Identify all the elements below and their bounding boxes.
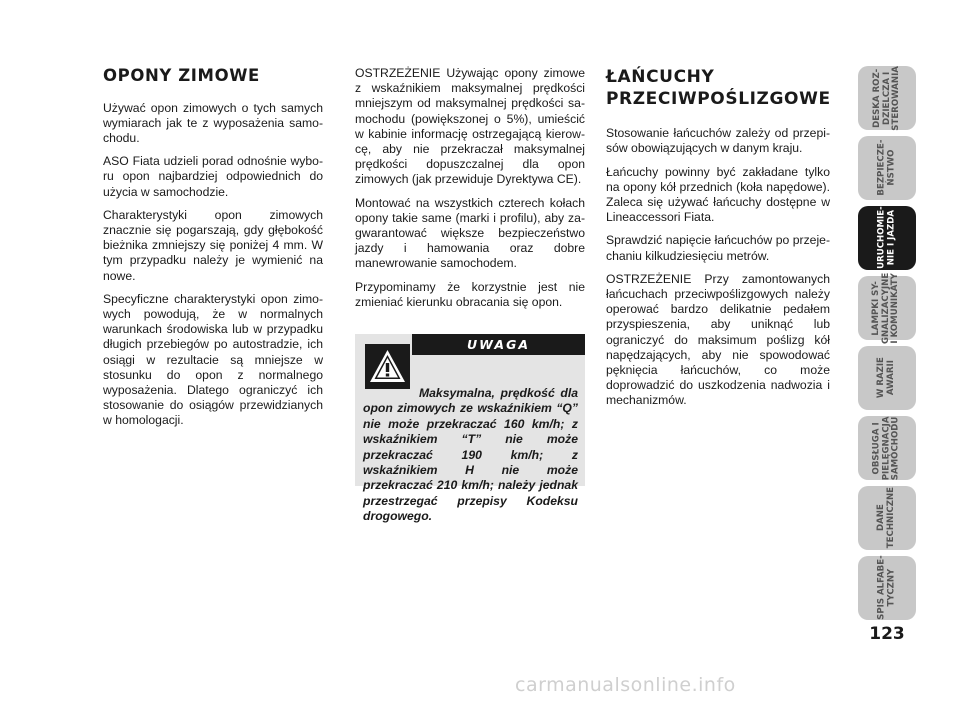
tab-emergency[interactable]: W RAZIE AWARII	[858, 346, 916, 410]
page-number: 123	[869, 624, 905, 644]
warning-text: Maksymalna, prędkość dla opon zimowych ze wskaźnikiem “Q” nie może przekraczać 160 km/h; z wskaźnikiem “T” nie może przekraczać 190 km/h; z wskaźnikiem H nie może przekraczać 210 km/h; należy jednak przestrzegać przepisy Kodeksu drogowego.	[363, 386, 578, 524]
paragraph: OSTRZEŻENIE Przy zamontowanych łańcuchach przeciwpoślizgowych należy operować bardzo delikatnie pedałem przyspieszenia, aby uniknąć lub ograniczyć do maksimum poślizg kół napędzających, aby nie spowodować pęknięcia łańcuchów, co może doprowadzić do uszkodzenia nadwozia i mechanizmów.	[606, 271, 830, 408]
paragraph-warning-speed-index: OSTRZEŻENIE Używając opony zimowe z wskaźnikiem maksymalnej prędkości mniejszym od maksymalnej prędkości samochodu (powiększonej o 5%), umieścić w kabinie informację ostrzegającą kierowcę, aby nie przekraczał maksymalnej prędkości dopuszczalnej dla opon zimowych (jak przewiduje Dyrektywa CE).	[355, 66, 585, 187]
paragraph: Używać opon zimowych o tych samych wymiarach jak te z wyposażenia samochodu.	[103, 100, 323, 146]
paragraph: Sprawdzić napięcie łańcuchów po przejechaniu kilkudziesięciu metrów.	[606, 233, 830, 263]
paragraph: Stosowanie łańcuchów zależy od przepisów obowiązujących w danym kraju.	[606, 126, 830, 156]
paragraph: Charakterystyki opon zimowych znacznie się pogarszają, gdy głębokość bieżnika zmniejszy się poniżej 4 mm. W tym przypadku należy je wymienić na nowe.	[103, 207, 323, 283]
tab-index[interactable]: SPIS ALFABE- TYCZNY	[858, 556, 916, 620]
paragraph: Przypominamy że korzystnie jest nie zmieniać kierunku obracania się opon.	[355, 279, 585, 309]
warning-box	[355, 334, 585, 524]
tab-safety[interactable]: BEZPIECZE- ŃSTWO	[858, 136, 916, 200]
section-title-winter-tyres: OPONY ZIMOWE	[103, 66, 260, 85]
column-winter-tyres-continued	[355, 66, 585, 318]
section-title-line: ŁAŃCUCHY	[606, 67, 715, 87]
section-title-line: PRZECIWPOŚLIZGOWE	[606, 89, 831, 110]
tab-dashboard-controls[interactable]: DESKA ROZ- DZIELCZA I STEROWANIA	[858, 66, 916, 130]
paragraph: Specyficzne charakterystyki opon zimowych powodują, że w normalnych warunkach środowiska lub w przypadku długich przebiegów po autostradzie, ich osiągi w rezultacie są mniejsze w stosunku do opon z normalnego wyposażenia. Dlatego ograniczyć ich stosowanie do osiągów przewidzianych w homologacji.	[103, 291, 323, 428]
paragraph: Montować na wszystkich czterech kołach opony takie same (marki i profilu), aby zagwarantować większe bezpieczeństwo jazdy i hamowania oraz dobre manewrowanie samochodem.	[355, 195, 585, 271]
section-title-snow-chains	[606, 66, 830, 110]
warning-triangle-icon	[365, 344, 410, 389]
tab-warning-lights[interactable]: LAMPKI SY- GNALIZACYJNE I KOMUNIKATY	[858, 276, 916, 340]
tab-technical-data[interactable]: DANE TECHNICZNE	[858, 486, 916, 550]
column-winter-tyres	[103, 66, 323, 437]
column-snow-chains	[606, 66, 830, 417]
tab-starting-driving[interactable]: URUCHOMIE- NIE I JAZDA	[858, 206, 916, 270]
paragraph: Łańcuchy powinny być zakładane tylko na opony kół przednich (koła napędowe). Zaleca się używać łańcuchy dostępne w Lineaccessori Fiata.	[606, 164, 830, 225]
tab-maintenance[interactable]: OBSŁUGA I PIELĘGNACJA SAMOCHODU	[858, 416, 916, 480]
watermark: carmanualsonline.info	[515, 674, 736, 696]
warning-title: UWAGA	[412, 334, 585, 355]
paragraph: ASO Fiata udzieli porad odnośnie wyboru opon najbardziej odpowiednich do użycia w samochodzie.	[103, 154, 323, 199]
